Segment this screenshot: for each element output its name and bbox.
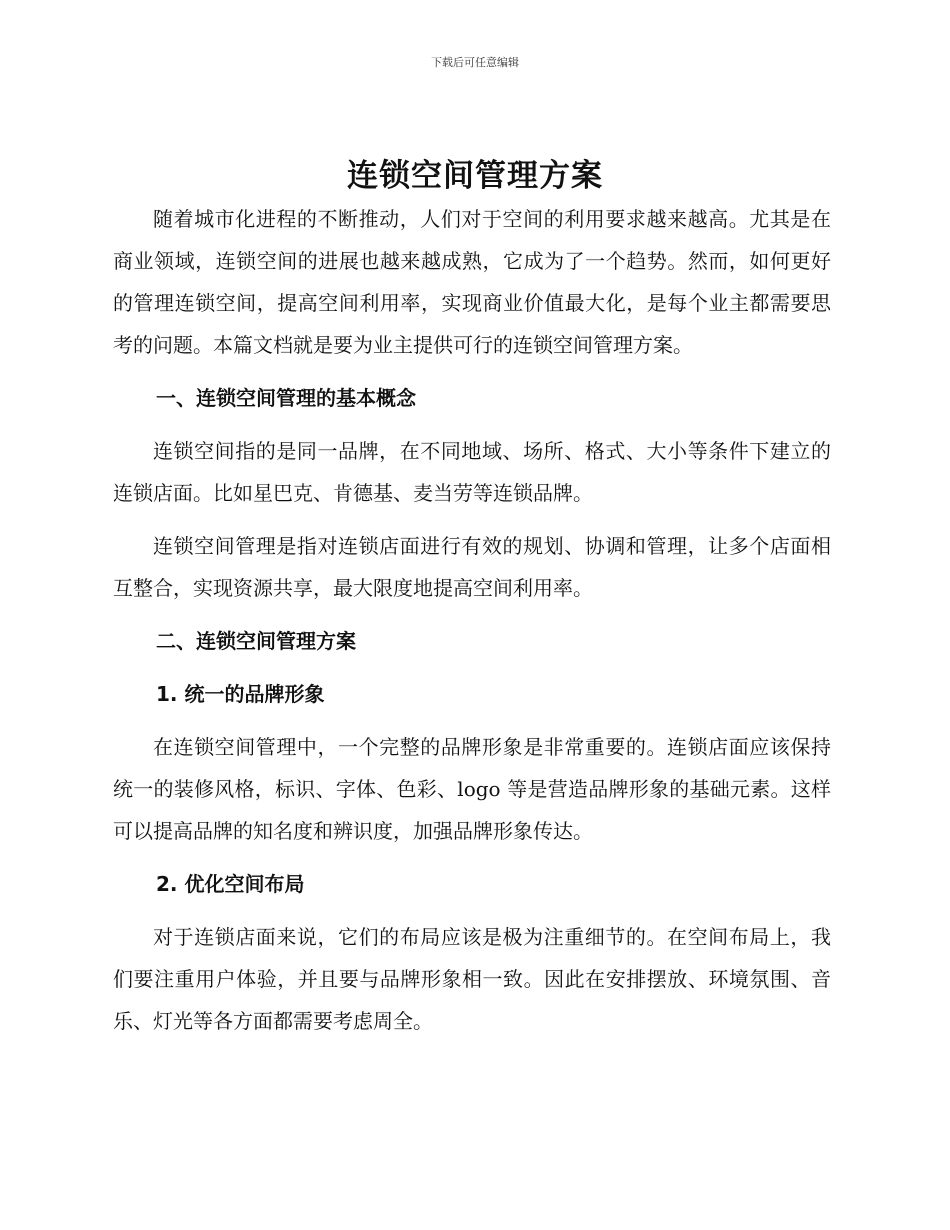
document-body — [113, 198, 831, 1053]
section-2-heading: 二、连锁空间管理方案 — [156, 629, 356, 653]
section-1-paragraph-1: 连锁空间指的是同一品牌，在不同地域、场所、格式、大小等条件下建立的连锁店面。比如星巴克、肯德基、麦当劳等连锁品牌。 — [113, 439, 831, 505]
section-1-heading: 一、连锁空间管理的基本概念 — [156, 386, 416, 410]
subsection-1-paragraph: 在连锁空间管理中，一个完整的品牌形象是非常重要的。连锁店面应该保持统一的装修风格，标识、字体、色彩、logo 等是营造品牌形象的基础元素。这样可以提高品牌的知名度和辨识度，加强品牌形象传达。 — [113, 735, 831, 843]
subsection-2-paragraph: 对于连锁店面来说，它们的布局应该是极为注重细节的。在空间布局上，我们要注重用户体验，并且要与品牌形象相一致。因此在安排摆放、环境氛围、音乐、灯光等各方面都需要考虑周全。 — [113, 925, 831, 1033]
subsection-1-heading: 1. 统一的品牌形象 — [156, 682, 325, 706]
section-1-paragraph-2: 连锁空间管理是指对连锁店面进行有效的规划、协调和管理，让多个店面相互整合，实现资源共享，最大限度地提高空间利用率。 — [113, 534, 831, 600]
subsection-2-heading: 2. 优化空间布局 — [156, 872, 305, 896]
header-note: 下载后可任意编辑 — [431, 56, 519, 69]
intro-paragraph: 随着城市化进程的不断推动，人们对于空间的利用要求越来越高。尤其是在商业领域，连锁空间的进展也越来越成熟，它成为了一个趋势。然而，如何更好的管理连锁空间，提高空间利用率，实现商业价值最大化，是每个业主都需要思考的问题。本篇文档就是要为业主提供可行的连锁空间管理方案。 — [113, 207, 831, 357]
document-title: 连锁空间管理方案 — [347, 158, 603, 194]
